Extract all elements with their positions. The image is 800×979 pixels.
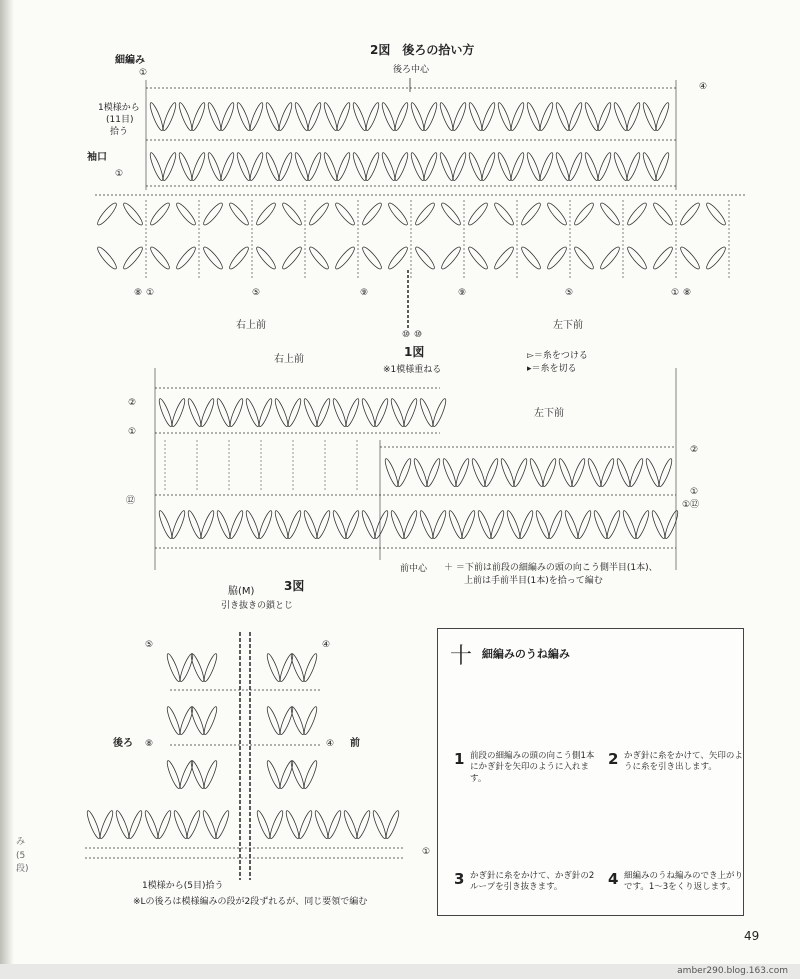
- fig2-v-stitch: [148, 102, 178, 132]
- step-number: 2: [608, 750, 619, 768]
- fig2-motif-petal: [174, 245, 197, 271]
- fig2-left-front: 左下前: [553, 320, 583, 331]
- fig3-v-stitch: [165, 760, 195, 790]
- fig3-v-stitch: [265, 706, 295, 736]
- fig3-slip-note: 引き抜きの鎖とじ: [221, 601, 294, 611]
- fig2-v-stitch: [438, 152, 468, 182]
- fig1-v-stitch: [528, 458, 558, 488]
- fig1-v-stitch: [302, 398, 332, 428]
- fig2-v-stitch: [206, 152, 236, 182]
- fig2-cross-motif: [519, 201, 568, 271]
- fig2-motif-petal: [572, 245, 595, 271]
- fig2-motif-petal: [95, 245, 118, 271]
- fig1-right-front: 右上前: [274, 354, 304, 365]
- fig3-chart: [85, 632, 405, 880]
- fig3-mark-4b: ④: [326, 739, 335, 749]
- fig2-v-stitch: [380, 152, 410, 182]
- fig2-motif-petal: [466, 201, 489, 227]
- fig2-motif-petal: [360, 201, 383, 227]
- fig2-v-stitch: [264, 102, 294, 132]
- fig3-back: 後ろ: [113, 738, 133, 749]
- fig1-v-stitch: [244, 398, 274, 428]
- fig2-cross-motif: [95, 201, 144, 271]
- fig1-mark-1b: ①: [690, 487, 699, 497]
- fig2-motif-petal: [466, 245, 489, 271]
- fig2-v-stitch: [467, 102, 497, 132]
- fig1-title: 1図: [404, 345, 425, 359]
- fig1-vertical-chains: [165, 440, 357, 490]
- fig2-mark-4: ④: [699, 82, 708, 92]
- fig3-mark-8: ⑧: [145, 739, 154, 749]
- fig2-motif-petal: [439, 245, 462, 271]
- fig3-v-stitch: [165, 653, 195, 683]
- fig2-v-stitch: [496, 102, 526, 132]
- fig3-v-stitch: [371, 810, 401, 840]
- fig2-mark-5b: ⑤: [565, 288, 574, 298]
- fig1-front-center: 前中心: [400, 564, 428, 574]
- fig2-v-stitch: [467, 152, 497, 182]
- fig1-mark-12: ⑫: [126, 496, 136, 506]
- fig2-v-stitch: [525, 102, 555, 132]
- fig3-front: 前: [350, 738, 360, 749]
- fig2-cross-motif: [625, 201, 674, 271]
- fig2-v-stitch: [293, 152, 323, 182]
- fig3-bottom-note: ※Lの後ろは模様編みの段が2段ずれるが、同じ要領で編む: [133, 897, 368, 907]
- fig2-v-stitch: [264, 152, 294, 182]
- fig2-motif-petal: [519, 245, 542, 271]
- fig2-cross-motif: [307, 201, 356, 271]
- fig2-mark-1b: ①: [115, 169, 124, 179]
- fig1-legend-cut: ▸＝糸を切る: [527, 364, 577, 374]
- fig3-v-stitch: [255, 810, 285, 840]
- fig3-v-stitch: [189, 706, 219, 736]
- fig3-v-stitch: [265, 653, 295, 683]
- fig2-motif-petal: [439, 201, 462, 227]
- fig2-v-stitch: [554, 102, 584, 132]
- tutorial-header: [450, 639, 570, 670]
- fig1-v-stitch: [499, 458, 529, 488]
- fig2-motif-petal: [598, 245, 621, 271]
- fig2-back-center: 後ろ中心: [393, 65, 430, 75]
- fig2-v-stitch: [583, 102, 613, 132]
- fig2-motif-petal: [227, 245, 250, 271]
- fig1-v-stitch: [534, 510, 564, 540]
- fig1-v-stitch: [383, 458, 413, 488]
- fig2-mark-1: ①: [139, 68, 148, 78]
- fig2-motif-petal: [280, 245, 303, 271]
- fig2-mark-1c: ①: [146, 288, 155, 298]
- fig1-pattern-row-left: [383, 458, 674, 488]
- fig2-v-stitch: [612, 152, 642, 182]
- fig2-v-stitch: [322, 102, 352, 132]
- step-text: かぎ針に糸をかけて、矢印のように糸を引き出します。: [624, 751, 743, 773]
- fig1-v-stitch: [615, 458, 645, 488]
- fig1-mark-2: ②: [128, 398, 137, 408]
- fig2-v-stitch: [351, 102, 381, 132]
- fig1-v-stitch: [244, 510, 274, 540]
- fig2-mark-10b: ⑩: [414, 330, 423, 340]
- fig3-v-stitch: [114, 810, 144, 840]
- fig3-v-stitch: [143, 810, 173, 840]
- fig2-v-stitch: [235, 102, 265, 132]
- fig1-v-stitch: [389, 398, 419, 428]
- fig1-legend-attach: ▻＝糸をつける: [527, 351, 588, 361]
- fig2-pattern-row-2: [148, 152, 671, 182]
- fig2-v-stitch: [293, 102, 323, 132]
- fig3-v-stitch: [165, 706, 195, 736]
- fig2-v-stitch: [583, 152, 613, 182]
- fig3-motifs: [165, 653, 319, 790]
- fig3-v-stitch: [342, 810, 372, 840]
- fig2-cross-motif: [413, 201, 462, 271]
- fig2-v-stitch: [177, 152, 207, 182]
- fig2-motif-petal: [254, 245, 277, 271]
- fig2-mark-8: ⑧: [134, 288, 143, 298]
- fig2-mark-1d: ①: [671, 288, 680, 298]
- fig3-v-stitch: [313, 810, 343, 840]
- fig1-v-stitch: [563, 510, 593, 540]
- fig3-mark-4: ④: [322, 640, 331, 650]
- fig2-motif-petal: [704, 201, 727, 227]
- fig3-side: 脇(M): [228, 586, 255, 597]
- fig2-motif-petal: [121, 245, 144, 271]
- fig1-v-stitch: [470, 458, 500, 488]
- fig3-bottom-row: [85, 810, 401, 840]
- step-number: 3: [454, 870, 465, 888]
- step-number: 4: [608, 870, 619, 888]
- fig2-v-stitch: [206, 102, 236, 132]
- fig1-v-stitch: [447, 510, 477, 540]
- fig3-v-stitch: [85, 810, 115, 840]
- fig2-right-front: 右上前: [236, 320, 266, 331]
- fig2-v-stitch: [438, 102, 468, 132]
- fig1-left-front: 左下前: [534, 408, 564, 419]
- fig1-v-stitch: [418, 510, 448, 540]
- fig2-v-stitch: [641, 102, 671, 132]
- fig3-title: 3図: [284, 579, 305, 593]
- fig2-v-stitch: [235, 152, 265, 182]
- fig2-motif-petal: [121, 201, 144, 227]
- fig2-motif-petal: [333, 245, 356, 271]
- fig2-pick-note-2: (11目): [106, 115, 134, 125]
- fig3-v-stitch: [201, 810, 231, 840]
- fig1-v-stitch: [592, 510, 622, 540]
- fig2-pick-note-1: 1模様から: [98, 103, 140, 113]
- fig3-mark-5: ⑤: [145, 640, 154, 650]
- fig1-pattern-row-upper: [157, 398, 448, 428]
- fig2-motif-petal: [307, 201, 330, 227]
- fig2-v-stitch: [554, 152, 584, 182]
- fig2-motif-petal: [201, 201, 224, 227]
- fig2-motif-petal: [545, 245, 568, 271]
- fig2-motif-petal: [386, 201, 409, 227]
- fig2-motif-petal: [148, 201, 171, 227]
- fig1-v-stitch: [273, 510, 303, 540]
- fig1-v-stitch: [157, 398, 187, 428]
- margin-text: み(5段): [16, 837, 29, 874]
- fig2-motif-petal: [625, 201, 648, 227]
- fig2-cross-motif: [678, 201, 727, 271]
- fig2-motif-petal: [572, 201, 595, 227]
- fig2-v-stitch: [148, 152, 178, 182]
- fig2-v-stitch: [409, 152, 439, 182]
- fig2-motif-petal: [519, 201, 542, 227]
- fig1-note-line1: ＋ ＝下前は前段の細編みの頭の向こう側半目(1本)、: [444, 563, 658, 573]
- fig1-v-stitch: [302, 510, 332, 540]
- fig2-v-stitch: [177, 102, 207, 132]
- fig2-cross-motif: [360, 201, 409, 271]
- fig2-motif-petal: [280, 201, 303, 227]
- fig2-motif-petal: [254, 201, 277, 227]
- footer-url: amber290.blog.163.com: [677, 966, 788, 976]
- fig2-motif-petal: [333, 201, 356, 227]
- fig1-mark-1: ①: [128, 427, 137, 437]
- fig1-v-stitch: [360, 510, 390, 540]
- fig1-v-stitch: [360, 398, 390, 428]
- fig2-pattern-row-1: [148, 102, 671, 132]
- tutorial-symbol: 十: [450, 644, 473, 669]
- fig1-v-stitch: [644, 458, 674, 488]
- tutorial-box: [437, 628, 744, 916]
- step-text: 前段の細編みの頭の向こう側1本にかぎ針を矢印のように入れます。: [470, 751, 595, 784]
- fig2-motif-petal: [360, 245, 383, 271]
- fig1-v-stitch: [157, 510, 187, 540]
- fig2-motif-petal: [148, 245, 171, 271]
- fig1-v-stitch: [586, 458, 616, 488]
- fig1-v-stitch: [273, 398, 303, 428]
- fig1-v-stitch: [389, 510, 419, 540]
- fig3-v-stitch: [289, 760, 319, 790]
- fig1-v-stitch: [215, 510, 245, 540]
- tutorial-step-3: [454, 870, 595, 894]
- fig2-v-stitch: [496, 152, 526, 182]
- fig1-v-stitch: [621, 510, 651, 540]
- fig1-v-stitch: [557, 458, 587, 488]
- fig2-mark-9b: ⑨: [458, 288, 467, 298]
- fig3-v-stitch: [265, 760, 295, 790]
- fig2-motif-petal: [678, 245, 701, 271]
- fig2-body-motifs: [95, 200, 729, 280]
- fig2-title: 2図 後ろの拾い方: [370, 43, 475, 57]
- tutorial-title: 細編みのうね編み: [481, 647, 570, 661]
- fig1-v-stitch: [418, 398, 448, 428]
- fig2-mark-8b: ⑧: [683, 288, 692, 298]
- fig2-v-stitch: [612, 102, 642, 132]
- footer-bar: [0, 964, 800, 979]
- fig1-v-stitch: [412, 458, 442, 488]
- fig1-overlap-note: ※1模様重ねる: [383, 365, 442, 375]
- fig2-motif-petal: [678, 201, 701, 227]
- fig2-v-stitch: [409, 102, 439, 132]
- fig2-cross-motif: [148, 201, 197, 271]
- fig3-v-stitch: [289, 706, 319, 736]
- fig2-cross-motif: [572, 201, 621, 271]
- fig1-mark-2b: ②: [690, 445, 699, 455]
- fig2-cross-motif: [201, 201, 250, 271]
- fig2-motif-petal: [492, 245, 515, 271]
- fig2-cross-motif: [254, 201, 303, 271]
- fig2-hosoami-label: 細編み: [115, 55, 145, 66]
- fig2-motif-petal: [492, 201, 515, 227]
- fig1-note-line2: 上前は手前半目(1本)を拾って編む: [464, 576, 603, 586]
- fig2-motif-petal: [227, 201, 250, 227]
- fig1-pattern-row-bottom: [157, 510, 680, 540]
- step-number: 1: [454, 750, 465, 768]
- fig1-v-stitch: [476, 510, 506, 540]
- fig2-mark-10a: ⑩: [402, 330, 411, 340]
- fig2-sodeguchi: 袖口: [87, 152, 107, 163]
- fig2-motif-petal: [307, 245, 330, 271]
- fig3-v-stitch: [284, 810, 314, 840]
- page-number: 49: [744, 929, 760, 943]
- fig2-motif-petal: [545, 201, 568, 227]
- fig1-v-stitch: [186, 398, 216, 428]
- fig2-v-stitch: [322, 152, 352, 182]
- fig2-motif-petal: [95, 201, 118, 227]
- fig3-v-stitch: [172, 810, 202, 840]
- fig1-v-stitch: [331, 510, 361, 540]
- fig3-v-stitch: [189, 653, 219, 683]
- fig2-v-stitch: [641, 152, 671, 182]
- fig2-motif-petal: [625, 245, 648, 271]
- fig2-motif-petal: [651, 245, 674, 271]
- fig2-motif-petal: [704, 245, 727, 271]
- fig2-v-stitch: [351, 152, 381, 182]
- fig1-mark-12b: ⑫: [690, 500, 700, 510]
- fig2-pick-note-3: 拾う: [110, 127, 129, 137]
- fig3-mark-1: ①: [422, 847, 431, 857]
- tutorial-step-4: [608, 870, 749, 894]
- fig2-motif-petal: [651, 201, 674, 227]
- fig2-v-stitch: [380, 102, 410, 132]
- fig1-v-stitch: [215, 398, 245, 428]
- tutorial-step-2: [608, 750, 749, 774]
- fig1-v-stitch: [331, 398, 361, 428]
- fig2-cross-motif: [466, 201, 515, 271]
- fig3-pick-note: 1模様から(5目)拾う: [142, 881, 224, 891]
- fig2-motif-petal: [413, 245, 436, 271]
- fig1-v-stitch: [650, 510, 680, 540]
- fig2-mark-9: ⑨: [360, 288, 369, 298]
- fig2-motif-petal: [201, 245, 224, 271]
- fig1-v-stitch: [505, 510, 535, 540]
- fig3-v-stitch: [289, 653, 319, 683]
- fig1-mark-1c: ①: [682, 500, 691, 510]
- fig2-motif-petal: [386, 245, 409, 271]
- step-text: 細編みのうね編みのでき上がりです。1～3をくり返します。: [624, 871, 744, 893]
- fig1-v-stitch: [186, 510, 216, 540]
- fig2-mark-5: ⑤: [252, 288, 261, 298]
- fig2-motif-petal: [413, 201, 436, 227]
- fig1-v-stitch: [441, 458, 471, 488]
- fig3-v-stitch: [189, 760, 219, 790]
- fig2-motif-petal: [598, 201, 621, 227]
- step-text: かぎ針に糸をかけて、かぎ針の2ループを引き抜きます。: [470, 871, 595, 893]
- fig2-motif-petal: [174, 201, 197, 227]
- tutorial-step-1: [454, 750, 595, 785]
- fig2-v-stitch: [525, 152, 555, 182]
